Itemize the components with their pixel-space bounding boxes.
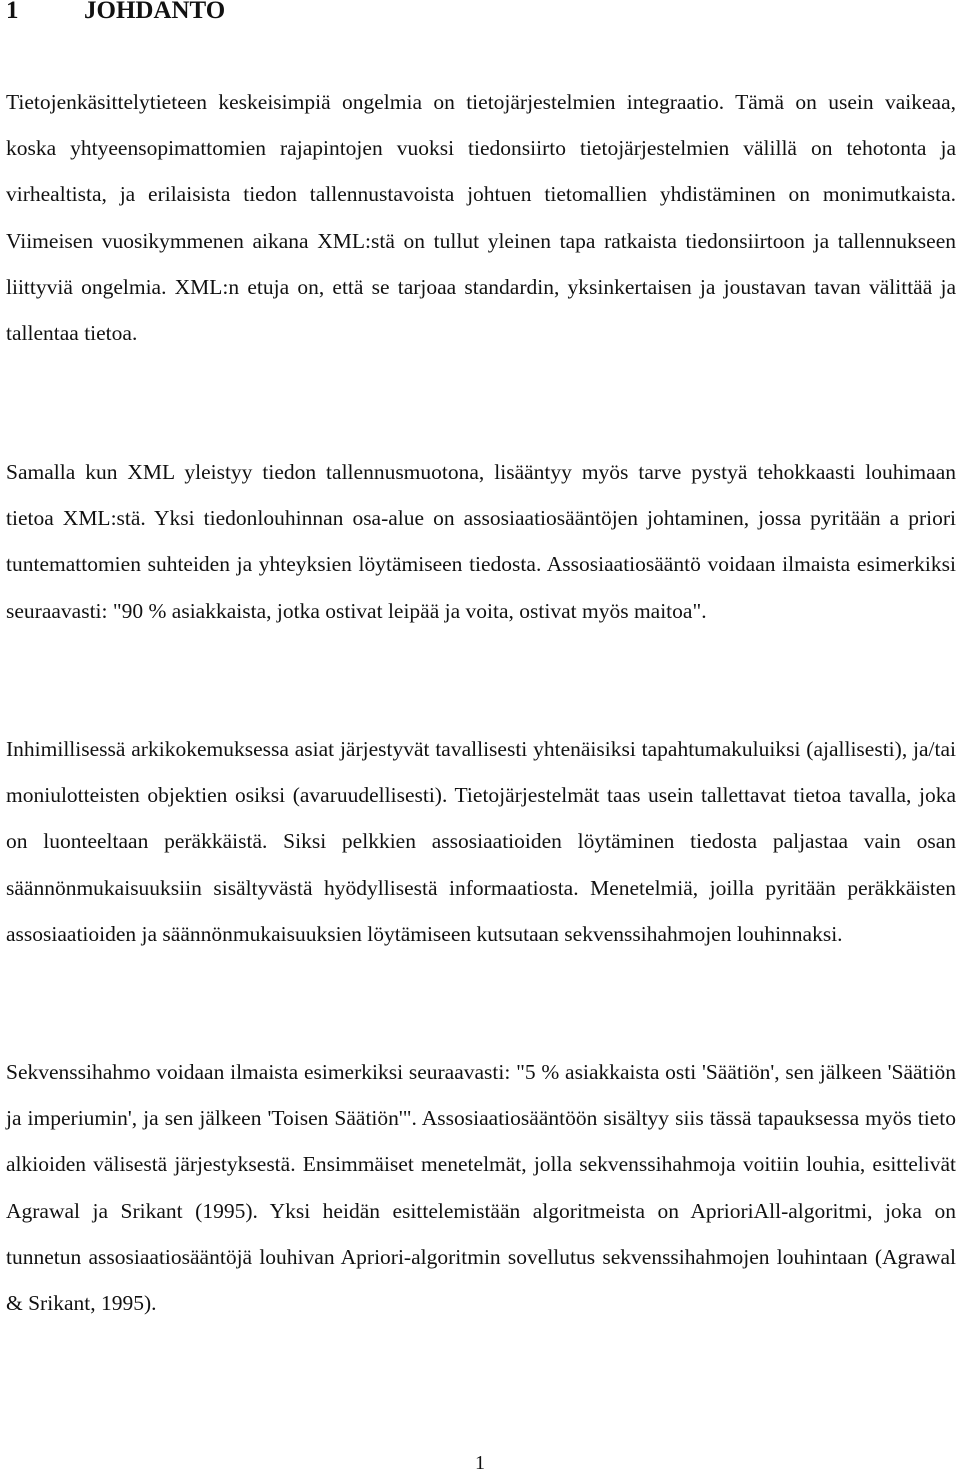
chapter-title: JOHDANTO <box>84 0 226 24</box>
paragraph-1: Tietojenkäsittelytieteen keskeisimpiä ongelmia on tietojärjestelmien integraatio. Tämä on usein vaikeaa, koska yhtyeensopimattomien rajapintojen vuoksi tiedonsiirto tietojärjestelmien välillä on tehotonta ja virhealtista, ja erilaisista tiedon tallennustavoista johtuen tietomallien yhdistäminen on monimutkaista. Viimeisen vuosikymmenen aikana XML:stä on tullut yleinen tapa ratkaista tiedonsiirtoon ja tallennukseen liittyviä ongelmia. XML:n etuja on, että se tarjoaa standardin, yksinkertaisen ja joustavan tavan välittää ja tallentaa tietoa. <box>6 90 956 346</box>
page-number: 1 <box>475 1452 485 1474</box>
chapter-number: 1 <box>6 0 19 24</box>
paragraph-2: Samalla kun XML yleistyy tiedon tallennusmuotona, lisääntyy myös tarve pystyä tehokkaasti louhimaan tietoa XML:stä. Yksi tiedonlouhinnan osa-alue on assosiaatiosääntöjen johtaminen, jossa pyritään a priori tuntemattomien suhteiden ja yhteyksien löytämiseen tiedosta. Assosiaatiosääntö voidaan ilmaista esimerkiksi seuraavasti: "90 % asiakkaista, jotka ostivat leipää ja voita, ostivat myös maitoa". <box>6 460 956 623</box>
paragraph-3: Inhimillisessä arkikokemuksessa asiat järjestyvät tavallisesti yhtenäisiksi tapahtumakuluiksi (ajallisesti), ja/tai moniulotteisten objektien osiksi (avaruudellisesti). Tietojärjestelmät taas usein tallettavat tietoa tavalla, joka on luonteeltaan peräkkäistä. Siksi pelkkien assosiaatioiden löytäminen tiedosta paljastaa vain osan säännönmukaisuuksiin sisältyvästä hyödyllisestä informaatiosta. Menetelmiä, joilla pyritään peräkkäisten assosiaatioiden ja säännönmukaisuuksien löytämiseen kutsutaan sekvenssihahmojen louhinnaksi. <box>6 737 956 946</box>
chapter-heading <box>6 0 225 28</box>
paragraph-4: Sekvenssihahmo voidaan ilmaista esimerkiksi seuraavasti: "5 % asiakkaista osti 'Säätiön', sen jälkeen 'Säätiön ja imperiumin', ja sen jälkeen 'Toisen Säätiön'". Assosiaatiosääntöön sisältyy siis tässä tapauksessa myös tieto alkioiden välisestä järjestyksestä. Ensimmäiset menetelmät, jolla sekvenssihahmoja voitiin louhia, esittelivät Agrawal ja Srikant (1995). Yksi heidän esittelemistään algoritmeista on AprioriAll-algoritmi, joka on tunnetun assosiaatiosääntöjä louhivan Apriori-algoritmin sovellutus sekvenssihahmojen louhintaan (Agrawal & Srikant, 1995). <box>6 1060 956 1316</box>
